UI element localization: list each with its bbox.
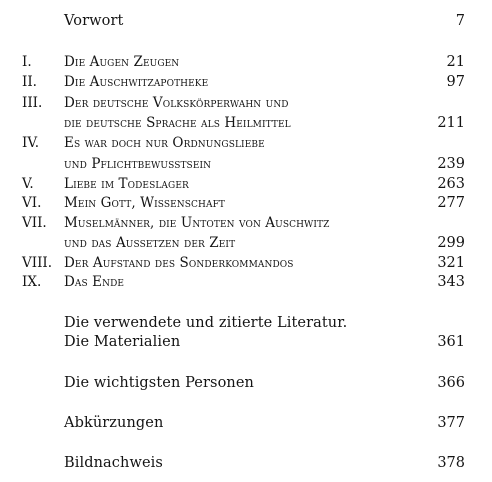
toc-page-number: 299 (437, 235, 465, 251)
chapter-number: III. (22, 95, 43, 111)
chapter-title: Der deutsche Volkskörperwahn und (64, 95, 289, 111)
toc-chapter-9 (0, 273, 492, 293)
toc-page-number: 366 (437, 375, 465, 391)
toc-chapter-6 (0, 194, 492, 214)
toc-chapter-7 (0, 214, 492, 234)
toc-entry-title: Abkürzungen (64, 415, 164, 431)
toc-page-number: 361 (437, 334, 465, 350)
toc-entry-literature (0, 314, 492, 334)
chapter-title-continued: die deutsche Sprache als Heilmittel (64, 115, 291, 131)
chapter-title: Es war doch nur Ordnungsliebe (64, 135, 265, 151)
chapter-number: I. (22, 54, 32, 70)
chapter-title: Mein Gott, Wissenschaft (64, 195, 226, 211)
toc-entry-title: Die Materialien (64, 334, 181, 350)
chapter-title-continued: und Pflichtbewusstsein (64, 156, 212, 172)
chapter-number: V. (22, 176, 34, 192)
toc-chapter-7-continued (0, 234, 492, 254)
chapter-number: VIII. (22, 255, 53, 271)
chapter-number: IX. (22, 274, 42, 290)
toc-entry-vorwort (0, 12, 492, 32)
chapter-title: Liebe im Todeslager (64, 176, 189, 192)
toc-page-number: 21 (446, 54, 465, 70)
toc-entry-title: Vorwort (64, 13, 124, 29)
toc-chapter-2 (0, 73, 492, 93)
toc-page-number: 377 (437, 415, 465, 431)
toc-chapter-3-continued (0, 114, 492, 134)
toc-page-number: 239 (437, 156, 465, 172)
toc-entry-image-credits (0, 454, 492, 474)
chapter-number: VI. (22, 195, 42, 211)
chapter-number: IV. (22, 135, 40, 151)
toc-page-number: 277 (437, 195, 465, 211)
toc-entry-title: Die wichtigsten Personen (64, 375, 254, 391)
toc-chapter-3 (0, 94, 492, 114)
toc-page-number: 378 (437, 455, 465, 471)
toc-entry-title: Bildnachweis (64, 455, 163, 471)
toc-entry-title: Die verwendete und zitierte Literatur. (64, 315, 348, 331)
toc-page-number: 97 (446, 74, 465, 90)
chapter-title-continued: und das Aussetzen der Zeit (64, 235, 236, 251)
toc-page-number: 343 (437, 274, 465, 290)
toc-chapter-4 (0, 134, 492, 154)
chapter-number: VII. (22, 215, 47, 231)
toc-chapter-8 (0, 254, 492, 274)
toc-page-number: 321 (437, 255, 465, 271)
chapter-number: II. (22, 74, 37, 90)
toc-chapter-4-continued (0, 155, 492, 175)
toc-page-number: 211 (437, 115, 465, 131)
toc-page-number: 263 (437, 176, 465, 192)
toc-entry-persons (0, 374, 492, 394)
toc-page-number: 7 (455, 13, 465, 29)
toc-chapter-1 (0, 53, 492, 73)
chapter-title: Der Aufstand des Sonderkommandos (64, 255, 294, 271)
toc-chapter-5 (0, 175, 492, 195)
chapter-title: Die Auschwitzapotheke (64, 74, 209, 90)
toc-entry-abbreviations (0, 414, 492, 434)
toc-entry-materials (0, 333, 492, 353)
chapter-title: Die Augen Zeugen (64, 54, 180, 70)
chapter-title: Muselmänner, die Untoten von Auschwitz (64, 215, 330, 231)
chapter-title: Das Ende (64, 274, 125, 290)
